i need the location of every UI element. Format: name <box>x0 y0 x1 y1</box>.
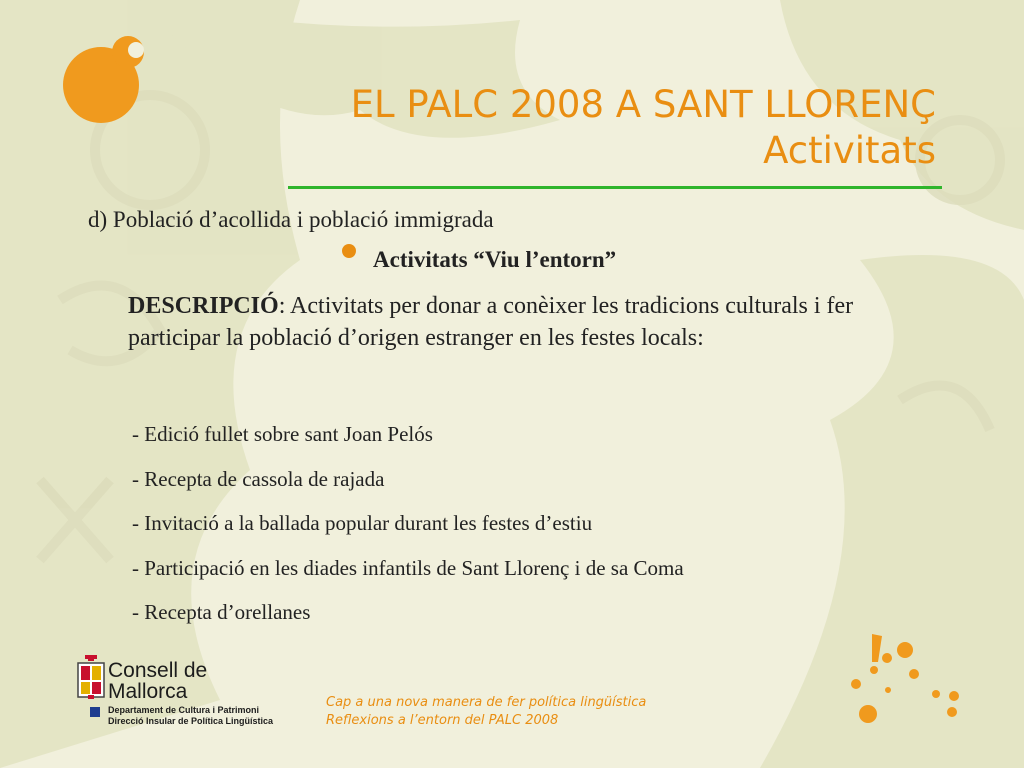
title-line-2: Activitats <box>763 129 936 172</box>
description <box>128 290 908 354</box>
slide-title <box>351 82 936 174</box>
section-subtitle: d) Població d’acollida i població immigrada <box>88 207 494 232</box>
activities-list <box>132 422 684 645</box>
footer-line-2: Reflexions a l’entorn del PALC 2008 <box>326 713 559 728</box>
list-item: - Edició fullet sobre sant Joan Pelós <box>132 422 433 446</box>
logo-name-line-2: Mallorca <box>108 680 188 703</box>
bullet-heading: Activitats “Viu l’entorn” <box>373 247 617 272</box>
footer-caption <box>326 694 646 730</box>
list-item: - Recepta de cassola de rajada <box>132 466 385 491</box>
footer-line-1: Cap a una nova manera de fer política lingüística <box>326 695 647 710</box>
description-label: DESCRIPCIÓ <box>128 293 279 319</box>
logo-dept-line-2: Direcció Insular de Política Lingüística <box>108 716 274 726</box>
description-text: : Activitats per donar a conèixer les tradicions culturals i fer participar la població d’origen estranger en les festes locals: <box>128 293 854 351</box>
consell-crest-icon <box>76 655 106 723</box>
title-line-1: EL PALC 2008 A SANT LLORENÇ <box>350 83 936 126</box>
list-item: - Participació en les diades infantils de Sant Llorenç i de sa Coma <box>132 555 684 580</box>
logo-name <box>108 660 207 702</box>
logo-name-line-1: Consell de <box>108 659 208 682</box>
list-item: - Recepta d’orellanes <box>132 600 311 624</box>
logo-dept-line-1: Departament de Cultura i Patrimoni <box>108 705 260 715</box>
list-item: - Invitació a la ballada popular durant les festes d’estiu <box>132 511 593 535</box>
palc-mark-icon <box>832 632 972 732</box>
logo-department <box>108 705 273 727</box>
bullet-dot-icon <box>342 244 356 258</box>
title-divider <box>288 186 942 189</box>
